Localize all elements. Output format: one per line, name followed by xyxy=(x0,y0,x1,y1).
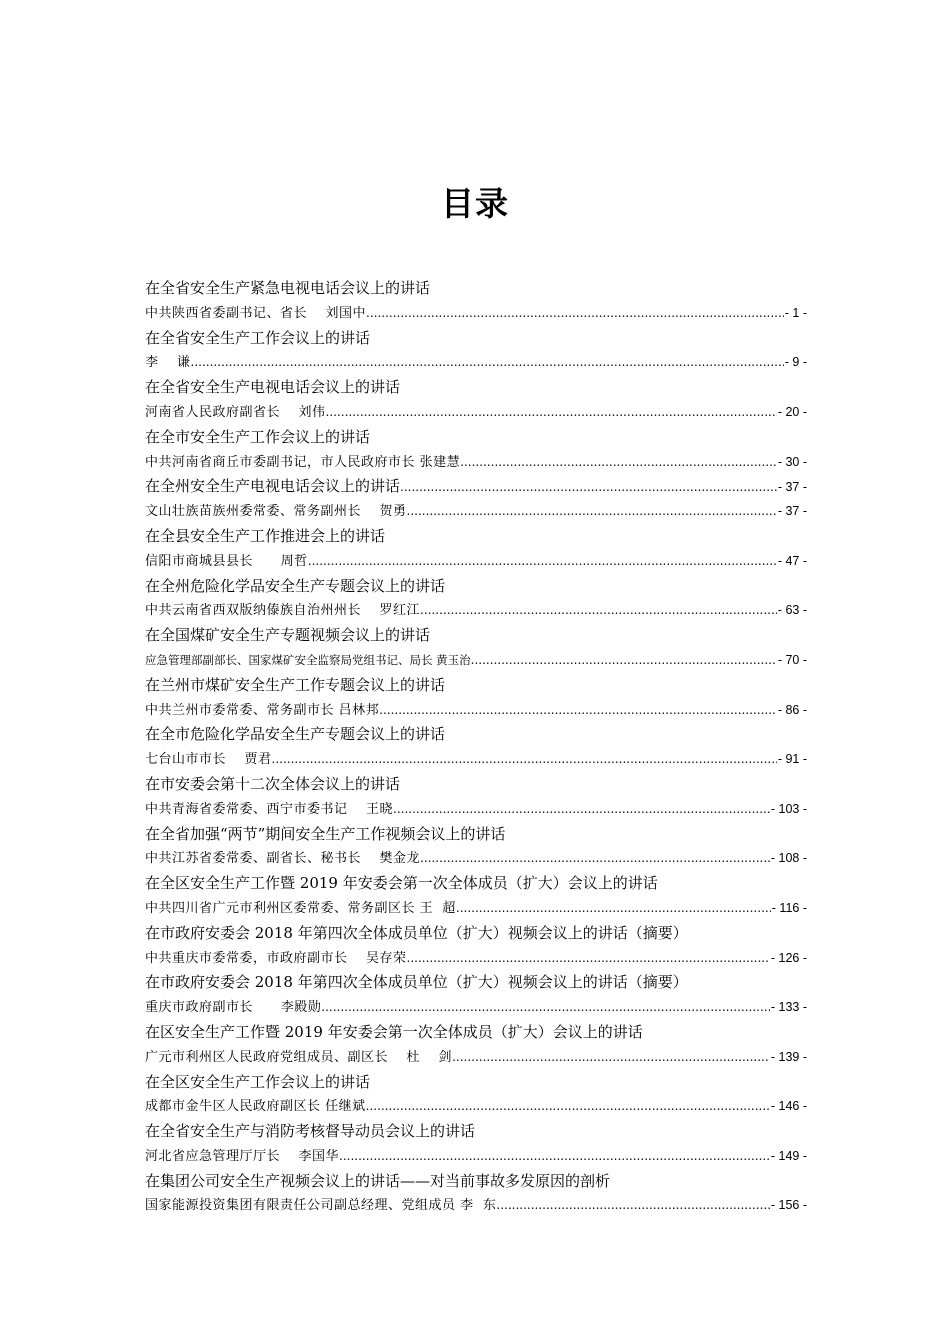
toc-page-number: - 108 - xyxy=(770,851,807,866)
toc-speaker: 中共陕西省委副书记、省长 刘国中 xyxy=(145,305,367,321)
toc-heading-text: 在区安全生产工作暨 2019 年安委会第一次全体成员（扩大）会议上的讲话 xyxy=(145,1022,643,1041)
table-of-contents xyxy=(145,276,807,1218)
toc-heading[interactable] xyxy=(145,326,807,351)
toc-heading-text: 在全省安全生产电视电话会议上的讲话 xyxy=(145,378,401,397)
toc-heading-text: 在全州安全生产电视电话会议上的讲话 xyxy=(145,477,401,496)
toc-heading[interactable] xyxy=(145,921,807,946)
toc-heading-text: 在集团公司安全生产视频会议上的讲话——对当前事故多发原因的剖析 xyxy=(145,1171,611,1190)
dot-leader xyxy=(326,400,777,425)
toc-heading[interactable] xyxy=(145,375,807,400)
toc-page-number: - 116 - xyxy=(771,900,807,915)
toc-entry[interactable] xyxy=(145,846,807,871)
toc-heading[interactable] xyxy=(145,1119,807,1144)
dot-leader xyxy=(460,450,777,475)
toc-page-number: - 37 - xyxy=(777,480,807,495)
toc-heading[interactable] xyxy=(145,425,807,450)
toc-speaker: 中共青海省委常委、西宁市委书记 王晓 xyxy=(145,801,394,817)
toc-speaker: 河南省人民政府副省长 刘伟 xyxy=(145,404,326,420)
dot-leader xyxy=(420,598,777,623)
toc-page-number: - 133 - xyxy=(770,1000,807,1015)
toc-entry[interactable] xyxy=(145,648,807,673)
dot-leader xyxy=(456,896,771,921)
toc-entry[interactable] xyxy=(145,1193,807,1218)
toc-heading-text: 在兰州市煤矿安全生产工作专题会议上的讲话 xyxy=(145,675,446,694)
toc-entry[interactable] xyxy=(145,1144,807,1169)
toc-page-number: - 126 - xyxy=(770,950,807,965)
toc-heading[interactable] xyxy=(145,1169,807,1194)
toc-heading[interactable] xyxy=(145,970,807,995)
toc-speaker: 文山壮族苗族州委常委、常务副州长 贺勇 xyxy=(145,504,407,520)
dot-leader xyxy=(366,301,784,326)
toc-entry[interactable] xyxy=(145,450,807,475)
toc-speaker: 中共河南省商丘市委副书记，市人民政府市长 张建慧 xyxy=(145,454,461,470)
toc-entry[interactable] xyxy=(145,350,807,375)
dot-leader xyxy=(496,1193,769,1218)
toc-speaker: 中共江苏省委常委、副省长、秘书长 樊金龙 xyxy=(145,851,421,867)
toc-speaker: 信阳市商城县县长 周哲 xyxy=(145,553,308,569)
toc-heading-text: 在市政府安委会 2018 年第四次全体成员单位（扩大）视频会议上的讲话（摘要） xyxy=(145,973,688,992)
toc-heading-text: 在全省安全生产紧急电视电话会议上的讲话 xyxy=(145,279,431,297)
toc-entry[interactable] xyxy=(145,499,807,524)
toc-page-number: - 139 - xyxy=(770,1049,807,1064)
toc-heading[interactable] xyxy=(145,623,807,648)
dot-leader xyxy=(420,846,770,871)
toc-heading[interactable] xyxy=(145,1020,807,1045)
toc-page-number: - 37 - xyxy=(777,504,807,519)
dot-leader xyxy=(393,797,770,822)
toc-page-number: - 149 - xyxy=(770,1148,807,1163)
toc-entry[interactable] xyxy=(145,946,807,971)
dot-leader xyxy=(407,499,777,524)
toc-heading-text: 在市安委会第十二次全体会议上的讲话 xyxy=(145,774,401,793)
toc-entry[interactable] xyxy=(145,1094,807,1119)
toc-heading[interactable] xyxy=(145,524,807,549)
toc-heading[interactable] xyxy=(145,722,807,747)
toc-heading[interactable] xyxy=(145,276,807,301)
toc-page-number: - 156 - xyxy=(770,1198,807,1213)
toc-page-number: - 20 - xyxy=(777,404,807,419)
toc-entry[interactable] xyxy=(145,896,807,921)
toc-heading-text: 在全市安全生产工作会议上的讲话 xyxy=(145,427,371,446)
toc-page-number: - 103 - xyxy=(770,801,807,816)
toc-heading-text: 在全省加强“两节”期间安全生产工作视频会议上的讲话 xyxy=(145,824,506,843)
toc-page-number: - 63 - xyxy=(777,603,807,618)
toc-heading[interactable] xyxy=(145,822,807,847)
dot-leader xyxy=(321,995,770,1020)
toc-entry[interactable] xyxy=(145,549,807,574)
toc-speaker: 成都市金牛区人民政府副区长 任继斌 xyxy=(145,1099,366,1115)
toc-page-number: - 91 - xyxy=(777,752,807,767)
toc-heading-text: 在市政府安委会 2018 年第四次全体成员单位（扩大）视频会议上的讲话（摘要） xyxy=(145,923,688,942)
toc-heading-text: 在全国煤矿安全生产专题视频会议上的讲话 xyxy=(145,626,431,645)
dot-leader xyxy=(272,747,777,772)
toc-heading[interactable] xyxy=(145,474,807,499)
dot-leader xyxy=(452,1045,770,1070)
toc-page-number: - 9 - xyxy=(784,355,807,370)
toc-speaker: 河北省应急管理厅厅长 李国华 xyxy=(145,1148,340,1164)
toc-heading[interactable] xyxy=(145,574,807,599)
toc-entry[interactable] xyxy=(145,598,807,623)
page-title: 目录 xyxy=(441,184,509,223)
toc-speaker: 应急管理部副部长、国家煤矿安全监察局党组书记、局长 黄玉治 xyxy=(145,652,471,667)
toc-page-number: - 146 - xyxy=(770,1099,807,1114)
toc-entry[interactable] xyxy=(145,995,807,1020)
toc-page-number: - 1 - xyxy=(784,305,807,320)
dot-leader xyxy=(308,549,777,574)
toc-speaker: 中共重庆市委常委，市政府副市长 吴存荣 xyxy=(145,950,407,966)
toc-speaker: 中共兰州市委常委、常务副市长 吕林邦 xyxy=(145,702,380,718)
toc-entry[interactable] xyxy=(145,698,807,723)
toc-page-number: - 70 - xyxy=(777,652,807,667)
dot-leader xyxy=(471,648,777,673)
toc-heading-text: 在全县安全生产工作推进会上的讲话 xyxy=(145,526,386,545)
toc-heading-text: 在全州危险化学品安全生产专题会议上的讲话 xyxy=(145,576,446,595)
dot-leader xyxy=(379,698,777,723)
toc-heading-text: 在全区安全生产工作暨 2019 年安委会第一次全体成员（扩大）会议上的讲话 xyxy=(145,874,658,893)
toc-page-number: - 47 - xyxy=(777,553,807,568)
toc-heading[interactable] xyxy=(145,772,807,797)
toc-speaker: 中共云南省西双版纳傣族自治州州长 罗红江 xyxy=(145,603,421,619)
toc-heading[interactable] xyxy=(145,1070,807,1095)
dot-leader xyxy=(191,350,784,375)
toc-page-number: - 30 - xyxy=(777,454,807,469)
toc-heading[interactable] xyxy=(145,871,807,896)
toc-speaker: 李 谦 xyxy=(145,355,191,371)
toc-speaker: 国家能源投资集团有限责任公司副总经理、党组成员 李 东 xyxy=(145,1198,497,1214)
toc-entry[interactable] xyxy=(145,301,807,326)
toc-entry[interactable] xyxy=(145,797,807,822)
toc-entry[interactable] xyxy=(145,400,807,425)
toc-heading[interactable] xyxy=(145,673,807,698)
toc-heading-text: 在全市危险化学品安全生产专题会议上的讲话 xyxy=(145,725,446,744)
toc-heading-text: 在全省安全生产工作会议上的讲话 xyxy=(145,328,371,347)
toc-speaker: 中共四川省广元市利州区委常委、常务副区长 王 超 xyxy=(145,900,456,916)
dot-leader xyxy=(400,475,777,499)
toc-heading-text: 在全省安全生产与消防考核督导动员会议上的讲话 xyxy=(145,1122,476,1141)
toc-page-number: - 86 - xyxy=(777,702,807,717)
toc-speaker: 广元市利州区人民政府党组成员、副区长 杜 剑 xyxy=(145,1049,453,1065)
toc-entry[interactable] xyxy=(145,747,807,772)
dot-leader xyxy=(366,1094,770,1119)
toc-speaker: 重庆市政府副市长 李殿勋 xyxy=(145,1000,322,1016)
dot-leader xyxy=(407,946,770,971)
toc-entry[interactable] xyxy=(145,1045,807,1070)
dot-leader xyxy=(339,1144,770,1169)
toc-heading-text: 在全区安全生产工作会议上的讲话 xyxy=(145,1072,371,1091)
toc-speaker: 七台山市市长 贾君 xyxy=(145,752,272,768)
